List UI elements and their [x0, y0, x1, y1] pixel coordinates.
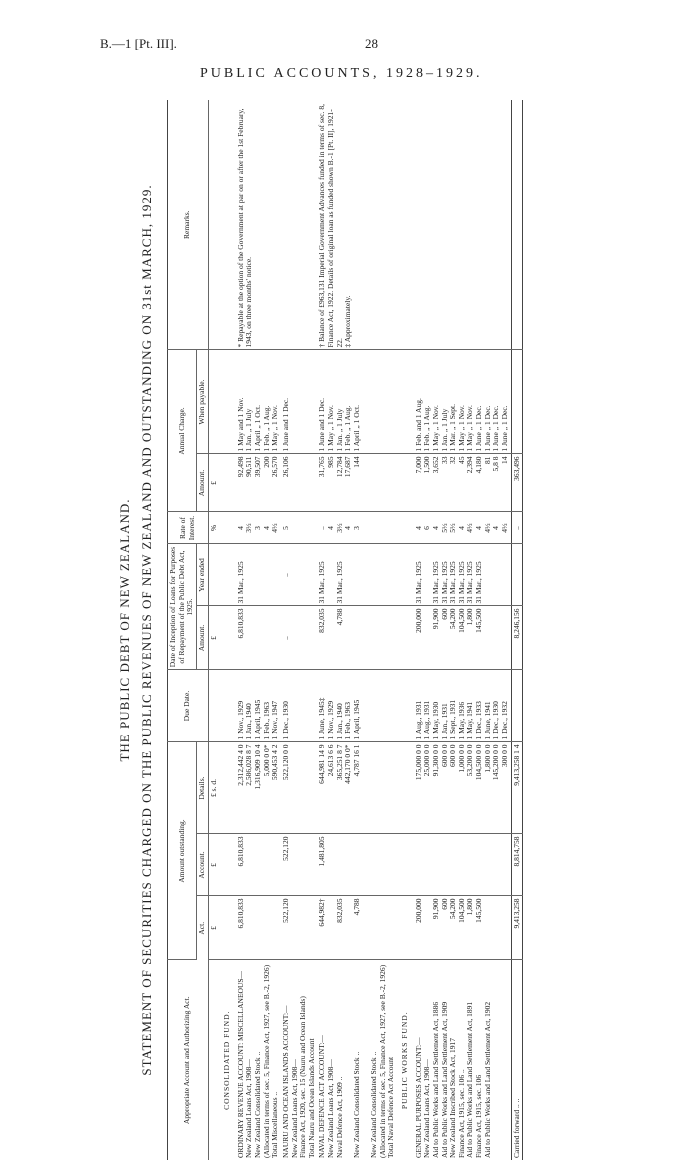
header-inc-year: Year ended — [196, 544, 208, 606]
header-rate: Rate of Interest. — [168, 512, 209, 544]
cf-inception: 8,246,156 — [511, 606, 523, 670]
fund-row — [397, 100, 414, 1160]
act-label: New Zealand Loans Act, 1908— New Zealand Consolidated Stock .. (Allocated in terms of sec. 5, Finance Act, 1927, see B.-2, 1926) Total Miscellaneous .. — [244, 964, 280, 1158]
interest-rate: 4 3½ 3 4 4½ — [236, 512, 281, 544]
when-payable: 1 June and 1 Dec. — [281, 350, 318, 454]
interest-rate: 5 — [281, 512, 318, 544]
unit-account: £ — [208, 834, 219, 896]
act-amount: 644,982† 832,035 4,788 — [317, 896, 397, 960]
row-label: NAURU AND OCEAN ISLANDS ACCOUNT:— New Zealand Loans Act, 1908— Finance Act, 1920, sec. 15 (Nauru and Ocean Islands) Total Nauru and Ocean Islands Account — [280, 996, 316, 1158]
consolidated-fund-heading: CONSOLIDATED FUND. — [222, 1010, 232, 1110]
when-payable: 1 May and 1 Nov. 1 Jan. „ 1 July 1 April „ 1 Oct. 1 Feb. „ 1 Aug. 1 May „ 1 Nov. — [236, 350, 281, 454]
remark: * Repayable at the option of the Government at par on or after the 1st February, 1943, on three months' notice. — [236, 100, 281, 350]
page-number: 28 — [365, 36, 378, 51]
inception-amount: 832,035 4,788 — [317, 606, 397, 670]
annual-amount: 92,498 90,511 39,507 200 26,570 — [236, 454, 281, 512]
rotated-statement — [115, 0, 585, 1160]
header-act: Appropriate Account and Authorizing Act. — [168, 960, 209, 1160]
interest-rate: 4 6 4 5½ 5½ 4 4½ 4 4½ 4 4½ — [414, 512, 511, 544]
table-row — [236, 100, 281, 1160]
cf-act: 9,413,258 — [511, 896, 523, 960]
unit-details: £ s. d. — [208, 742, 219, 834]
inception-year: .. — [281, 544, 318, 606]
annual-amount: 7,000 1,500 3,652 33 32 45 2,394 4,180 81 5,8 8 14 — [414, 454, 511, 512]
inception-amount: 200,000 91,900 600 54,200 104,500 1,800 145,500 — [414, 606, 511, 670]
fund-row — [219, 100, 236, 1160]
running-title: PUBLIC ACCOUNTS, 1928–1929. — [200, 66, 483, 81]
securities-table — [167, 100, 523, 1160]
table-row — [317, 100, 397, 1160]
when-payable: 1 Feb. and 1 Aug. 1 Feb. „ 1 Aug. 1 May „ 1 Nov. 1 Jan. „ 1 July 1 Mar. „ 1 Sept. 1 May „ 1 Nov. 1 May „ 1 Nov. 1 June „ 1 Dec. 1 June „ 1 Dec. 1 June „ 1 Dec. 1 June „ 1 Dec. — [414, 350, 511, 454]
account-heading: ORDINARY REVENUE ACCOUNT: MISCELLANEOUS— — [235, 970, 245, 1158]
when-payable: 1 June and 1 Dec. 1 May „ 1 Nov. 1 Jan. „ 1 July 1 Feb. „ 1 Aug. 1 April „ 1 Oct. — [317, 350, 397, 454]
annual-amount: 26,106 — [281, 454, 318, 512]
header-col-details: Details. — [196, 742, 208, 834]
row-label — [236, 960, 281, 1160]
cf-account: 8,814,758 — [511, 834, 523, 896]
act-amount: 522,120 — [281, 896, 318, 960]
unit-inc: £ — [208, 606, 219, 670]
due-date: 1 Aug., 1931 1 Aug., 1931 1 May, 1930 1 Jan., 1931 1 Sept., 1931 1 May, 1936 1 May, 1941 1 Dec., 1933 1 June, 1941 1 Dec., 1930 1 Dec., 1932 — [414, 670, 511, 742]
account-amount: 6,810,833 — [236, 834, 281, 896]
table-row — [281, 100, 318, 1160]
interest-rate: .. 4 3½ 4 3 — [317, 512, 397, 544]
due-date: 1 June, 1945‡ 1 Nov., 1929 1 Jan., 1940 1 Feb., 1963 1 April, 1945 — [317, 670, 397, 742]
header-amount-outstanding: Amount outstanding. — [168, 742, 197, 960]
details-amount: 2,312,442 4 0 2,586,028 8 7 1,316,909 10 4 5,000 0 0* 590,453 4 2 — [236, 742, 281, 834]
cf-annual: 363,496 — [511, 454, 523, 512]
header-remarks: Remarks. — [168, 100, 209, 350]
act-amount: 200,000 91,900 600 54,200 104,500 1,800 145,500 — [414, 896, 511, 960]
inception-year: 31 Mar., 1925 31 Mar., 1925 31 Mar., 1925 31 Mar., 1925 31 Mar., 1925 31 Mar., 1925 31 Mar., 1925 — [414, 544, 511, 606]
header-inception: Date of Inception of Loans for Purposes of Repayment of the Public Debt Act, 1925. — [168, 544, 197, 670]
due-date: 1 Dec., 1930 — [281, 670, 318, 742]
header-ac-amount: Amount. — [196, 454, 208, 512]
main-title: THE PUBLIC DEBT OF NEW ZEALAND. — [117, 498, 132, 762]
table-row — [414, 100, 511, 1160]
public-works-fund-heading: PUBLIC WORKS FUND. — [400, 1011, 409, 1110]
inception-year: 31 Mar., 1925 — [236, 544, 281, 606]
carried-forward-row — [511, 100, 523, 1160]
header-inc-amount: Amount. — [196, 606, 208, 670]
unit-act: £ — [208, 896, 219, 960]
inception-amount: 6,810,833 — [236, 606, 281, 670]
header-col-act: Act. — [196, 896, 208, 960]
due-date: 1 Nov., 1929 1 Jan., 1940 1 April, 1945 1 Feb., 1963 1 Nov., 1947 — [236, 670, 281, 742]
row-label: NAVAL DEFENCE ACT ACCOUNT:— New Zealand Loans Act, 1908— Naval Defence Act, 1909 .. New Zealand Consolidated Stock .. New Zealand Consolidated Stock .. (Allocated in terms of sec. 5, Finance Act, 1927, see B.-2, 1926) Total Naval Defence Act Account — [317, 964, 396, 1158]
cf-rate: .. — [511, 512, 523, 544]
inception-year: 31 Mar., 1925 31 Mar., 1925 — [317, 544, 397, 606]
details-amount: 522,120 0 0 — [281, 742, 318, 834]
remark: † Balance of £963,131 Imperial Government Advances funded in terms of sec. 8, Finance Act, 1922. Details of original loan as funded shown B.-1 [Pt. II], 1921-22. ‡ Approximately. — [317, 100, 397, 350]
details-amount: 644,981 14 9 24,613 6 6 365,251 8 7 442,170 0 0* 4,787 16 1 — [317, 742, 397, 834]
unit-ac: £ — [208, 454, 219, 512]
header-col-account: Account. — [196, 834, 208, 896]
account-amount: 1,481,805 — [317, 834, 397, 896]
inception-amount: .. — [281, 606, 318, 670]
header-due-date: Due Date. — [168, 670, 209, 742]
annual-amount: 31,765 985 12,784 17,687 144 — [317, 454, 397, 512]
cf-details: 9,413,258 1 4 — [511, 742, 523, 834]
act-amount: 6,810,833 — [236, 896, 281, 960]
account-amount: 522,120 — [281, 834, 318, 896]
statement-title: STATEMENT OF SECURITIES CHARGED ON THE PUBLIC REVENUES OF NEW ZEALAND AND OUTSTANDING ON 31st MARCH, 1929. — [139, 184, 154, 1076]
page-ref: B.—1 [Pt. III]. — [100, 36, 177, 51]
units-row — [208, 100, 219, 1160]
details-amount: 175,000 0 0 25,000 0 0 91,300 0 0 600 0 0 600 0 0 1,000 0 0 53,200 0 0 104,500 0 0 1,800 0 0 145,200 0 0 300 0 0 — [414, 742, 511, 834]
row-label: GENERAL PURPOSES ACCOUNT:— New Zealand Loans Act, 1908— Aid to Public Works and Land Settlement Act, 1886 Aid to Public Works and Land Settlement Act, 1909 New Zealand Inscribed Stock Act, 1917 Finance Act, 1915, sec. 106 .. Aid to Public Works and Land Settlement Act, 1891 Finance Act, 1915, sec. 106 Aid to Public Works and Land Settlement Act, 1902 — [413, 1001, 492, 1158]
carried-forward-label: Carried forward .. .. — [511, 960, 523, 1160]
header-ac-when: When payable. — [196, 350, 208, 454]
unit-rate: % — [208, 512, 219, 544]
header-annual-charge: Annual Charge. — [168, 350, 197, 512]
